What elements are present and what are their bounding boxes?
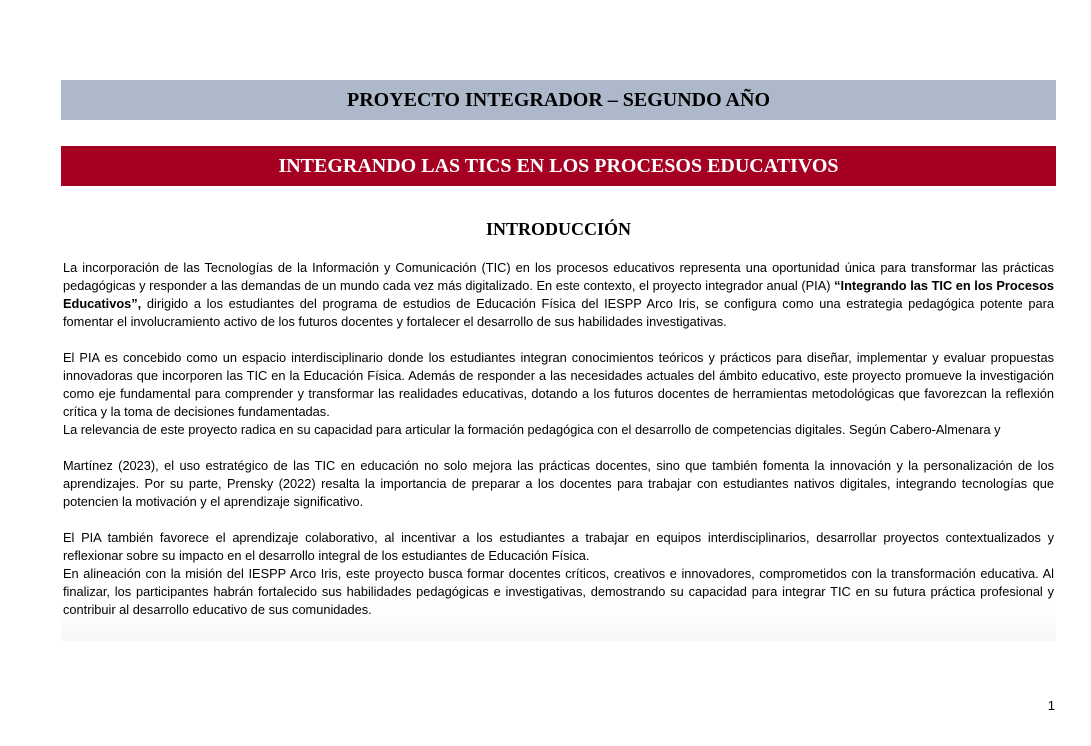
document-body — [63, 259, 1054, 619]
paragraph-3: La relevancia de este proyecto radica en su capacidad para articular la formación pedagógica con el desarrollo de competencias digitales. Según Cabero-Almenara y — [63, 422, 1001, 437]
paragraph-6: En alineación con la misión del IESPP Arco Iris, este proyecto busca formar docentes críticos, creativos e innovadores, comprometidos con la transformación educativa. Al finalizar, los participantes habrán fortalecido sus habilidades pedagógicas e investigativas, demostrando su capacidad para integrar TIC en su futura práctica profesional y contribuir al desarrollo educativo de sus comunidades. — [63, 566, 1054, 617]
document-title-bar — [61, 80, 1056, 120]
paragraph-1-text-start: La incorporación de las Tecnologías de la Información y Comunicación (TIC) en los procesos educativos representa una oportunidad única para transformar las prácticas pedagógicas y responder a las demandas de un mundo cada vez más digitalizado. En este contexto, el proyecto integrador anual (PIA) — [63, 260, 1054, 293]
project-name-emphasis: “Integrando las TIC en los Procesos Educativos”, — [63, 278, 1055, 311]
section-heading: INTRODUCCIÓN — [485, 219, 631, 239]
document-subtitle-bar — [61, 146, 1056, 186]
paragraph-4: Martínez (2023), el uso estratégico de las TIC en educación no solo mejora las prácticas docentes, sino que también fomenta la innovación y la personalización de los aprendizajes. Por su parte, Prensky (2022) resalta la importancia de preparar a los docentes para trabajar con estudiantes nativos digitales, integrando tecnologías que potencien la motivación y el aprendizaje significativo. — [63, 458, 1054, 509]
page-number: 1 — [1047, 698, 1055, 713]
paragraph-1-text-end: dirigido a los estudiantes del programa de estudios de Educación Física del IESPP Arco Iris, se configura como una estrategia pedagógica potente para fomentar el involucramiento activo de los futuros docentes y fortalecer el desarrollo de sus habilidades investigativas. — [63, 296, 1054, 329]
paragraph-spacer — [63, 511, 1054, 529]
paragraph-1 — [63, 259, 1054, 331]
paragraph-spacer — [63, 331, 1054, 349]
document-subtitle: INTEGRANDO LAS TICS EN LOS PROCESOS EDUCATIVOS — [278, 154, 839, 177]
paragraph-5: El PIA también favorece el aprendizaje colaborativo, al incentivar a los estudiantes a trabajar en equipos interdisciplinarios, desarrollar proyectos contextualizados y reflexionar sobre su impacto en el desarrollo integral de los estudiantes de Educación Física. — [63, 530, 1054, 563]
document-title: PROYECTO INTEGRADOR – SEGUNDO AÑO — [346, 88, 771, 111]
paragraph-2: El PIA es concebido como un espacio interdisciplinario donde los estudiantes integran conocimientos teóricos y prácticos para diseñar, implementar y evaluar propuestas innovadoras que incorporen las TIC en la Educación Física. Además de responder a las necesidades actuales del ámbito educativo, este proyecto promueve la investigación como eje fundamental para comprender y transformar las realidades educativas, dotando a los futuros docentes de herramientas metodológicas que favorezcan la reflexión crítica y la toma de decisiones fundamentadas. — [63, 350, 1054, 419]
paragraph-spacer — [63, 439, 1054, 457]
